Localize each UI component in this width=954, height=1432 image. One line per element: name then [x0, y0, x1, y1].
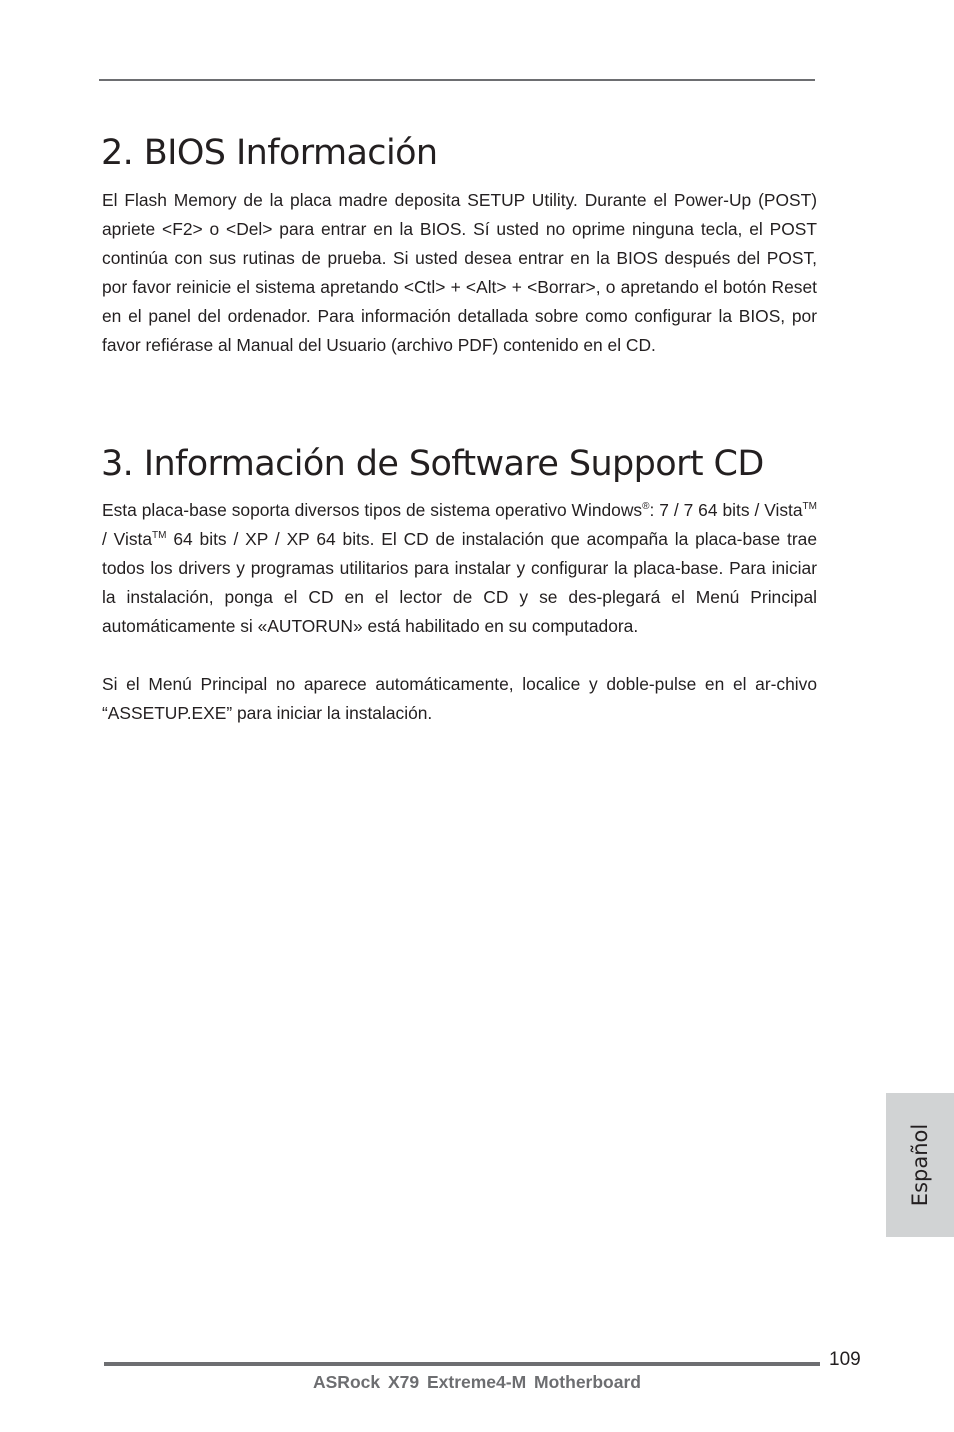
footer-rule — [104, 1362, 820, 1366]
bios-section-body: El Flash Memory de la placa madre deposita SETUP Utility. Durante el Power-Up (POST) apriete <F2> o <Del> para entrar en la BIOS. Sí usted no oprime ninguna tecla, el POST continúa con sus rutinas de prueba. Si usted desea entrar en la BIOS después del POST, por favor reinicie el sistema apretando <Ctl> + <Alt> + <Borrar>, o apretando el botón Reset en el panel del ordenador. Para información detallada sobre como configurar la BIOS, por favor refiérase al Manual del Usuario (archivo PDF) contenido en el CD. — [102, 190, 817, 355]
language-tab-label: Español — [908, 1123, 932, 1207]
software-cd-section-body-2: Si el Menú Principal no aparece automáticamente, localice y doble-pulse en el ar-chivo “ASSETUP.EXE” para iniciar la instalación. — [102, 674, 817, 723]
body-text: : 7 / 7 64 bits / Vista — [649, 500, 803, 520]
body-text: 64 bits / XP / XP 64 bits. El CD de instalación que acompaña la placa-base trae todos los drivers y programas utilitarios para instalar y configurar la placa-base. Para iniciar la instalación, ponga el CD en el lector de CD y se des-plegará el Menú Principal automáticamente si «AUTORUN» está habilitado en su computadora. — [102, 528, 818, 636]
software-cd-section-body — [102, 496, 817, 641]
body-text: Esta placa-base soporta diversos tipos de sistema operativo Windows — [102, 500, 643, 520]
language-side-tab — [886, 1093, 954, 1237]
footer-title: ASRock X79 Extreme4-M Motherboard — [313, 1372, 641, 1392]
body-text: / Vista — [102, 528, 153, 549]
trademark-mark: TM — [802, 501, 817, 512]
software-cd-section-heading: 3. Información de Software Support CD — [101, 444, 764, 484]
bios-section-heading: 2. BIOS Información — [101, 133, 438, 173]
top-rule — [99, 79, 815, 81]
page-number: 109 — [829, 1349, 861, 1370]
trademark-mark: TM — [152, 529, 167, 541]
registered-mark: ® — [642, 501, 650, 512]
